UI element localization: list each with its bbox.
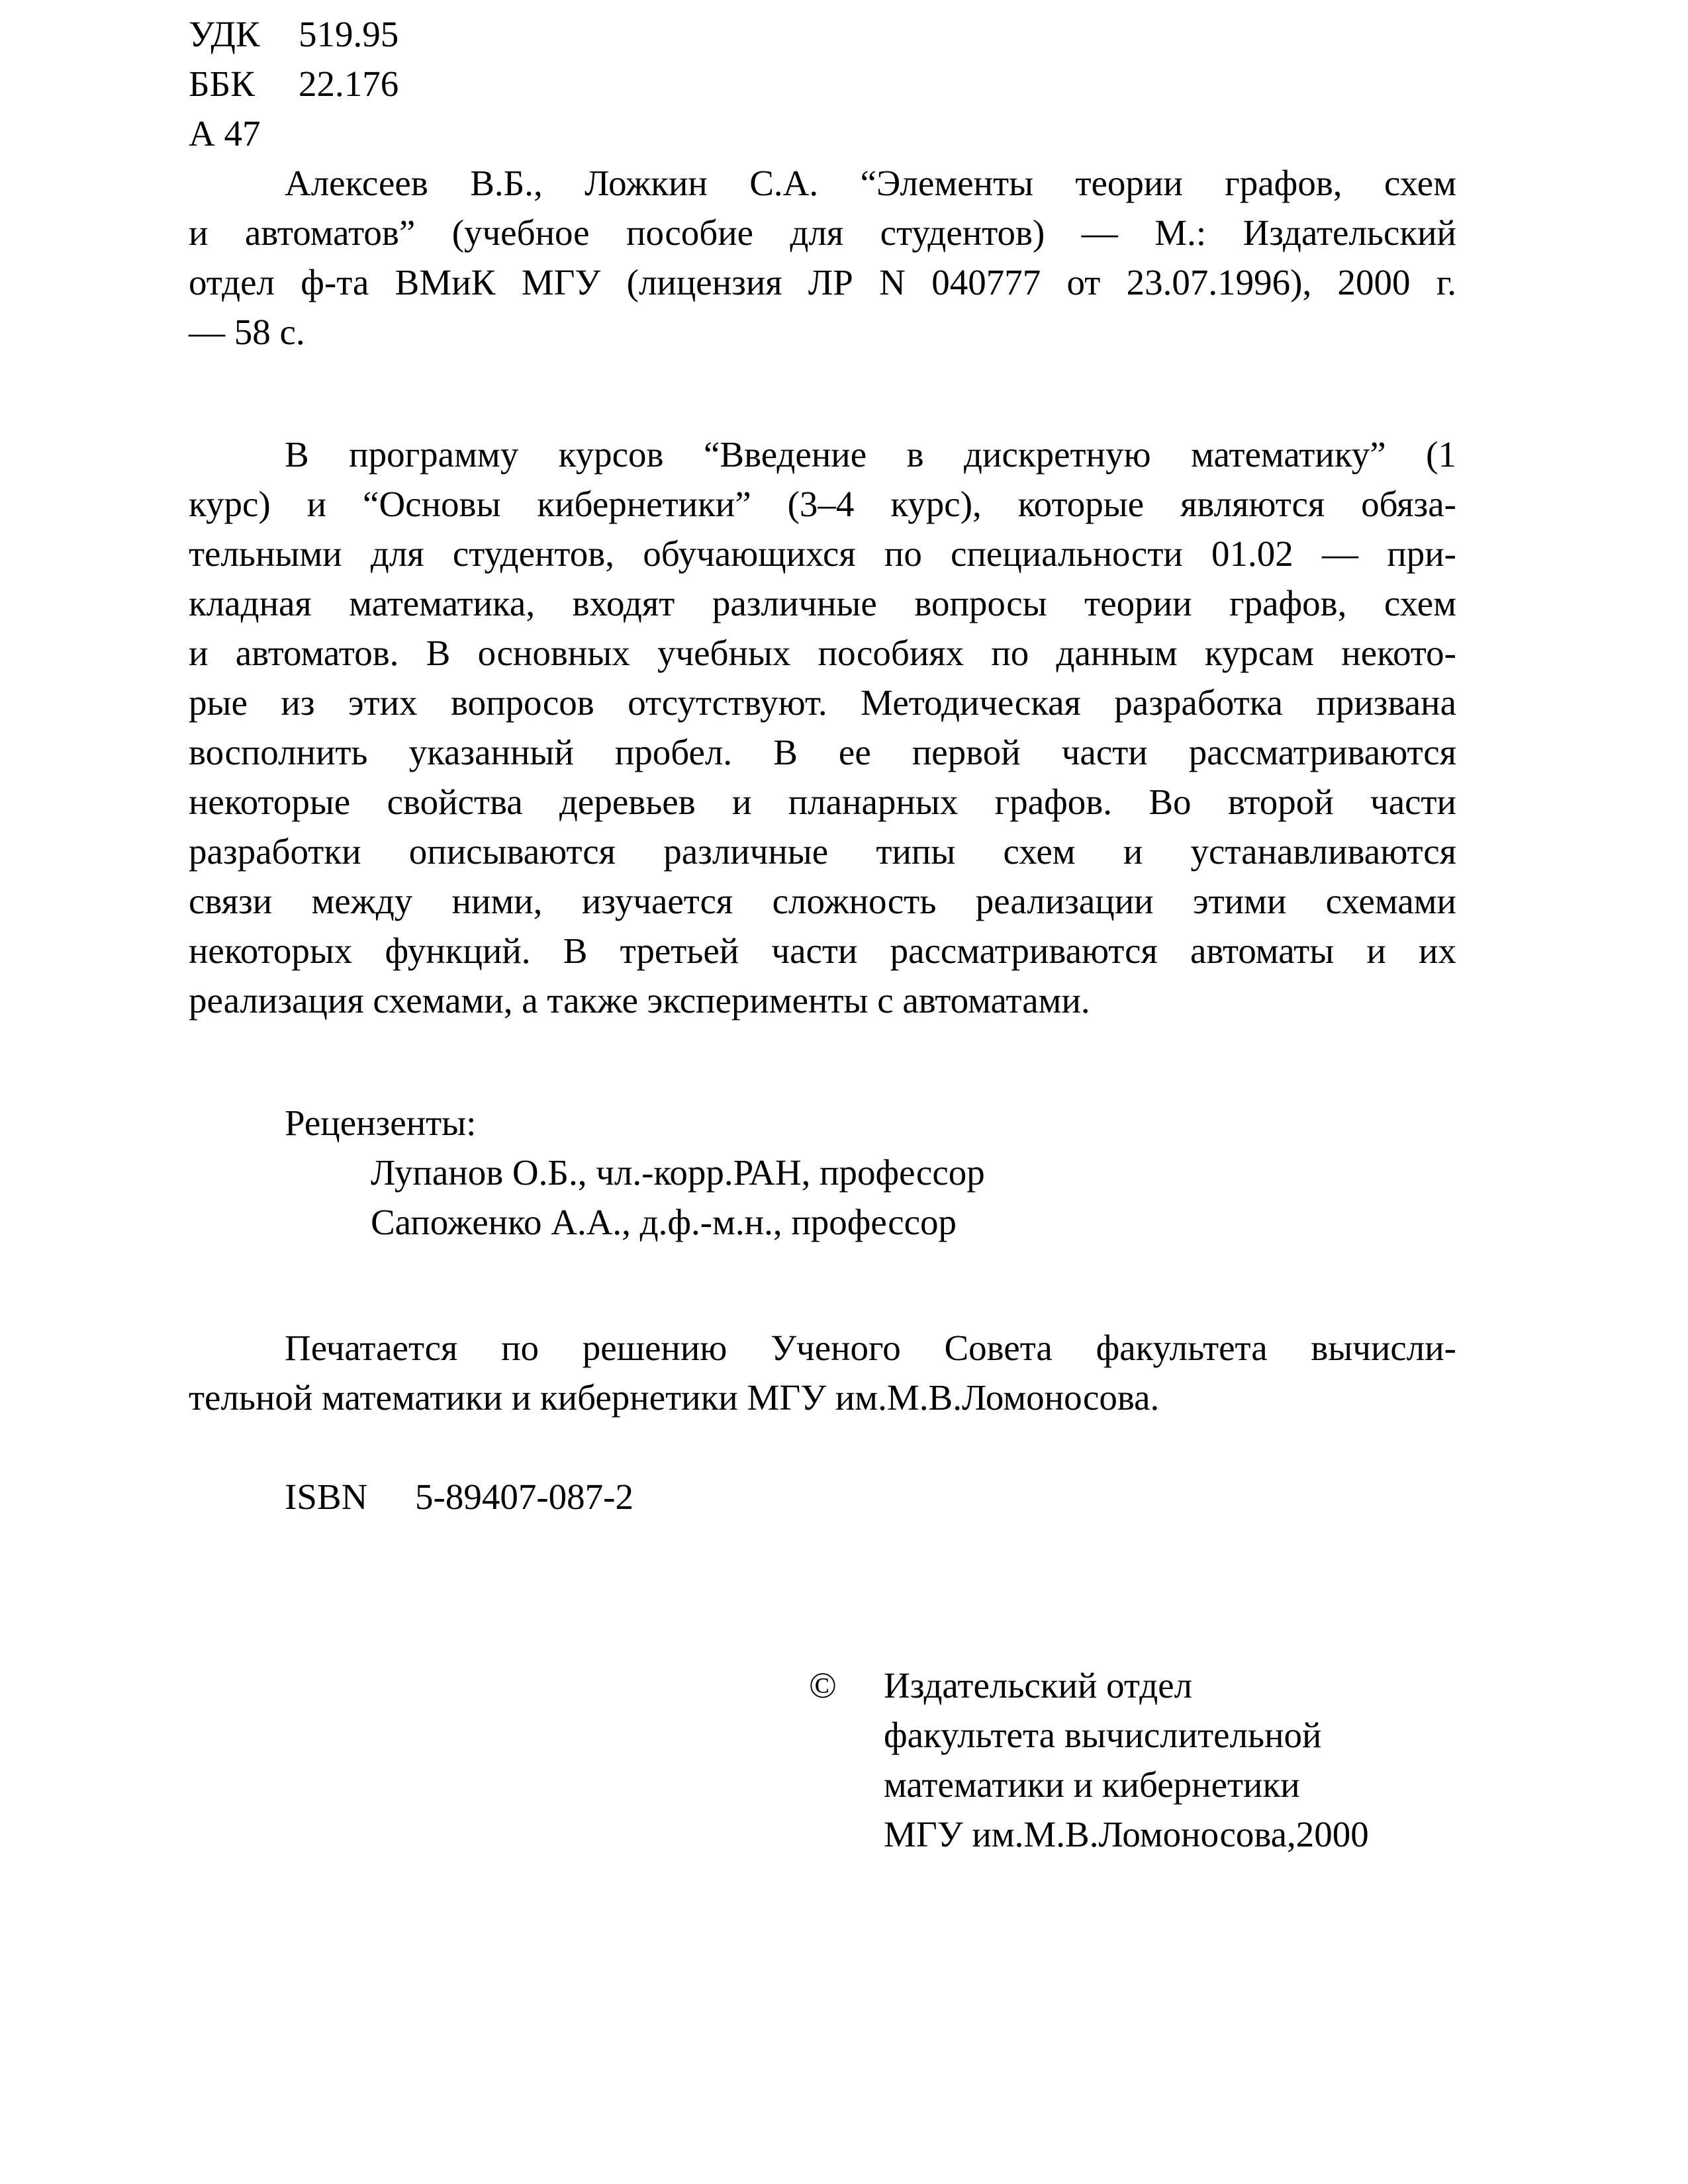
bibliography-line: — 58 с.: [189, 312, 305, 352]
bbk-value: 22.176: [299, 64, 399, 104]
copyright-line: Издательский отдел: [884, 1665, 1193, 1706]
copyright-notice: [809, 1661, 1456, 1859]
bbk-label: ББК: [189, 64, 255, 104]
abstract-line: некоторых функций. В третьей части рассматриваются автоматы и их: [189, 931, 1456, 971]
abstract-line: некоторые свойства деревьев и планарных графов. Во второй части: [189, 782, 1456, 822]
copyright-icon: ©: [809, 1665, 837, 1706]
reviewer-item: Лупанов О.Б., чл.-корр.РАН, профессор: [371, 1152, 985, 1193]
reviewers-list: [189, 1148, 1456, 1247]
abstract-line: реализация схемами, а также эксперименты с автоматами.: [189, 980, 1090, 1021]
bibliographic-description: [189, 158, 1456, 357]
copyright-line: МГУ им.М.В.Ломоносова,2000: [884, 1814, 1369, 1854]
approval-line: Печатается по решению Ученого Совета факультета вычисли-: [285, 1328, 1456, 1368]
bibliography-line: и автоматов” (учебное пособие для студентов) — М.: Издательский: [189, 212, 1456, 253]
udk-line: [189, 9, 1456, 59]
abstract-line: связи между ними, изучается сложность реализации этими схемами: [189, 881, 1456, 921]
reviewers-heading: Рецензенты:: [285, 1103, 477, 1143]
abstract-line: разработки описываются различные типы схем и устанавливаются: [189, 831, 1456, 872]
bbk-line: [189, 59, 1456, 109]
isbn-block: [189, 1472, 1456, 1522]
abstract-line: рые из этих вопросов отсутствуют. Методическая разработка призвана: [189, 682, 1456, 723]
copyright-line: математики и кибернетики: [884, 1764, 1300, 1805]
annotation-paragraph: [189, 430, 1456, 1025]
bibliography-line: отдел ф-та ВМиК МГУ (лицензия ЛР N 040777 от 23.07.1996), 2000 г.: [189, 262, 1456, 302]
approval-statement: [189, 1323, 1456, 1422]
udk-label: УДК: [189, 14, 260, 54]
abstract-line: восполнить указанный пробел. В ее первой части рассматриваются: [189, 732, 1456, 772]
approval-line: тельной математики и кибернетики МГУ им.М.В.Ломоносова.: [189, 1377, 1160, 1418]
isbn-label: ISBN: [285, 1477, 368, 1517]
abstract-line: и автоматов. В основных учебных пособиях по данным курсам некото-: [189, 633, 1456, 673]
bibliography-line: Алексеев В.Б., Ложкин С.А. “Элементы теории графов, схем: [285, 163, 1456, 203]
author-code-line: А 47: [189, 113, 261, 154]
abstract-line: тельными для студентов, обучающихся по специальности 01.02 — при-: [189, 533, 1456, 574]
abstract-line: В программу курсов “Введение в дискретную математику” (1: [285, 434, 1456, 475]
abstract-line: кладная математика, входят различные вопросы теории графов, схем: [189, 583, 1456, 623]
catalog-codes-block: [189, 9, 1456, 158]
udk-value: 519.95: [299, 14, 399, 54]
isbn-line: [189, 1472, 1456, 1522]
abstract-line: курс) и “Основы кибернетики” (3–4 курс), которые являются обяза-: [189, 484, 1456, 524]
isbn-value: 5-89407-087-2: [415, 1477, 633, 1517]
reviewers-block: [189, 1098, 1456, 1247]
reviewer-item: Сапоженко А.А., д.ф.-м.н., профессор: [371, 1202, 957, 1242]
copyright-line: факультета вычислительной: [884, 1715, 1322, 1755]
